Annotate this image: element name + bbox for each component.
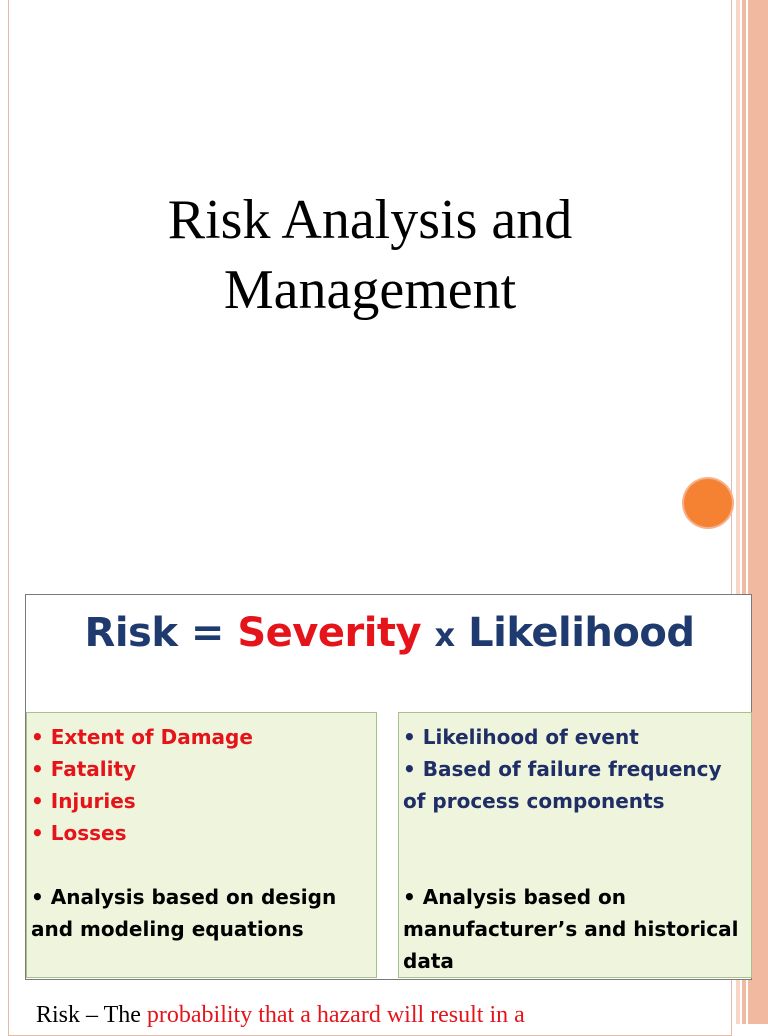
risk-formula [26,603,753,665]
severity-item: • Injuries [31,789,136,813]
definition-highlight: probability that a hazard will result in a [146,1002,525,1028]
likelihood-item: • Likelihood of event [403,725,639,749]
likelihood-analysis: • Analysis based on manufacturer’s and historical data [403,885,739,973]
likelihood-panel [398,712,752,978]
severity-panel [26,712,377,978]
slide-title [60,185,680,325]
severity-item: • Extent of Damage [31,725,253,749]
definition-prefix: Risk – The [36,1002,147,1028]
formula-likelihood: Likelihood [468,610,695,656]
title-line-1: Risk Analysis and [167,189,573,251]
formula-severity: Severity [237,610,422,656]
formula-times: x [434,616,455,654]
formula-risk: Risk [84,610,178,656]
severity-item: • Losses [31,821,127,845]
risk-definition [36,1002,525,1029]
title-line-2: Management [223,259,517,321]
severity-analysis: • Analysis based on design and modeling equations [31,885,337,941]
severity-item: • Fatality [31,757,137,781]
formula-equals: = [190,610,224,656]
likelihood-item: • Based of failure frequency of process components [403,757,722,813]
risk-formula-figure [25,594,752,980]
orange-circle-icon [684,479,732,527]
